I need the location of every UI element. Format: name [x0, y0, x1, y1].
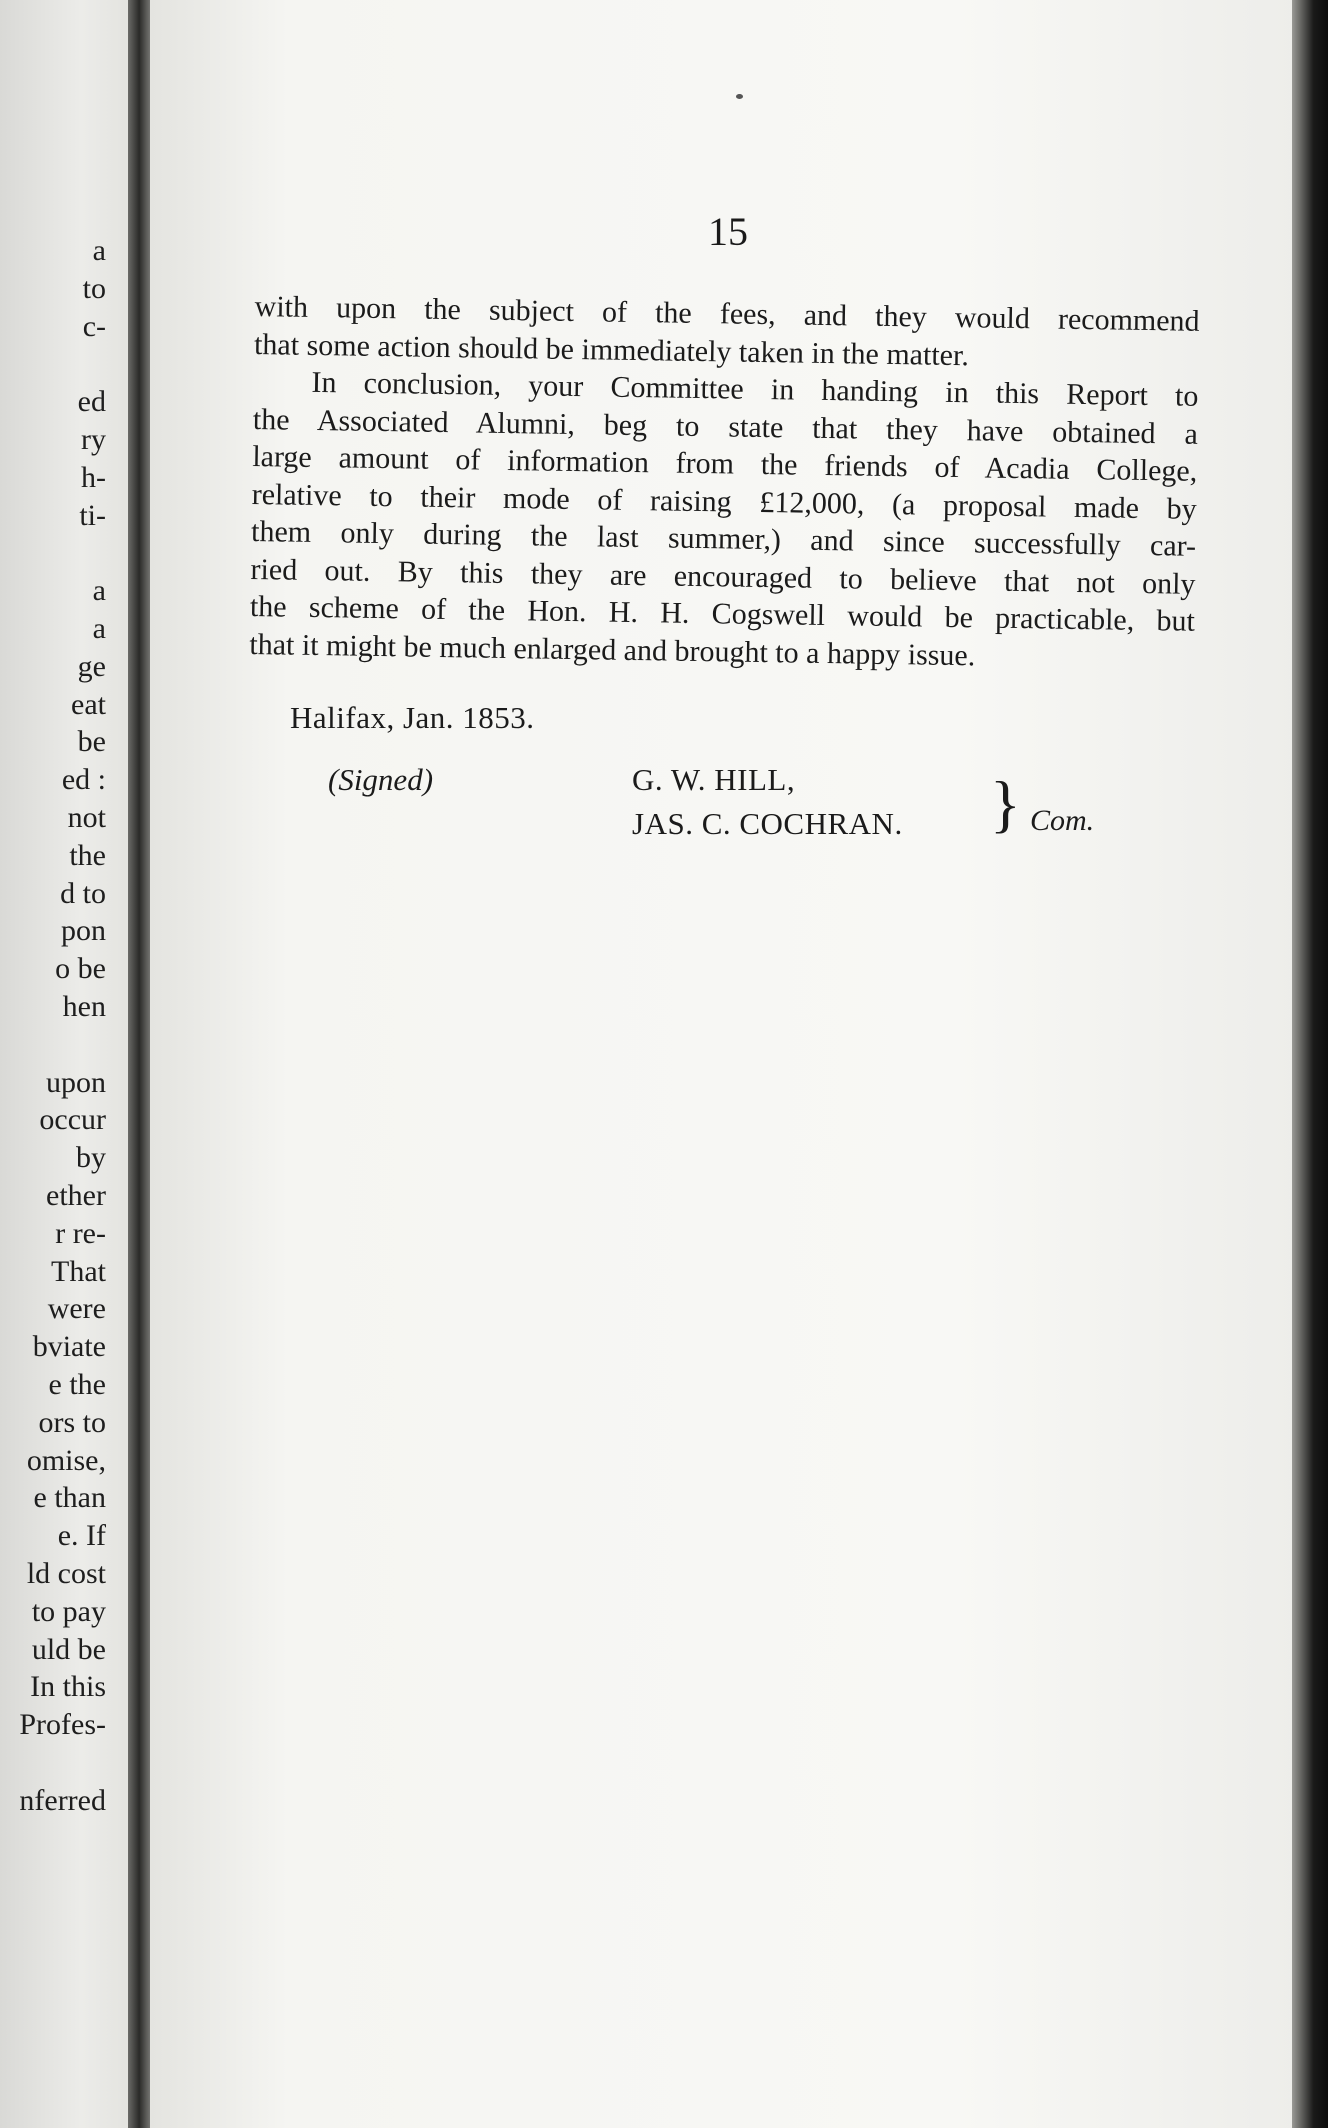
facing-page-line: bviate [32, 1330, 106, 1364]
facing-page-line: pon [61, 914, 106, 948]
text-line: large amount of information from the friends of Acadia College, [252, 439, 1198, 488]
body-paragraphs [249, 288, 1200, 678]
facing-page-line: upon [46, 1065, 106, 1099]
facing-page-line: ed : [61, 763, 106, 797]
ink-speck [736, 94, 743, 99]
facing-page-line: ors to [38, 1405, 106, 1439]
facing-page-line: h- [81, 460, 106, 494]
facing-page-line: d to [60, 876, 106, 910]
facing-page-line: ether [46, 1179, 106, 1212]
text-line: that it might be much enlarged and brought to a happy issue. [249, 627, 976, 672]
facing-page-line: hen [62, 990, 106, 1023]
facing-page-line: ti- [79, 498, 106, 532]
facing-page-line: to pay [31, 1594, 106, 1628]
facing-page-line: occur [39, 1103, 106, 1137]
facing-page-line: to [82, 271, 106, 305]
facing-page-line: c- [82, 309, 106, 343]
facing-page-line: e. If [57, 1519, 106, 1553]
text-line: them only during the last summer,) and since successfully car- [250, 514, 1197, 563]
facing-page-line: o be [55, 952, 106, 986]
facing-page-line: not [67, 801, 106, 834]
committee-label: Com. [1030, 804, 1095, 837]
facing-page-line: were [47, 1292, 106, 1326]
facing-page-line: by [76, 1141, 106, 1175]
facing-page-line: be [77, 725, 106, 759]
facing-page-line: nferred [19, 1783, 106, 1817]
text-line: In conclusion, your Committee in handing in this Report to [311, 365, 1199, 413]
text-line: with upon the subject of the fees, and they would recommend [254, 289, 1200, 338]
facing-page-line: a [92, 234, 106, 267]
text-line: relative to their mode of raising £12,000, (a proposal made by [251, 477, 1197, 526]
text-line: the scheme of the Hon. H. H. Cogswell would be practicable, but [249, 589, 1196, 638]
facing-page-line: That [51, 1254, 106, 1288]
dateline: Halifax, Jan. 1853. [290, 700, 535, 735]
brace-mark: } [990, 768, 1021, 839]
text-line: that some action should be immediately taken in the matter. [253, 327, 970, 372]
facing-page-fragment [0, 0, 136, 2128]
page-number: 15 [708, 209, 748, 254]
facing-page-line: e than [33, 1481, 106, 1515]
text-line: the Associated Alumni, beg to state that they have obtained a [252, 402, 1199, 451]
facing-page-line: In this [30, 1670, 106, 1704]
facing-page-line: e the [48, 1368, 106, 1401]
facing-page-line: eat [71, 687, 106, 721]
facing-page-line: a [92, 574, 106, 608]
page-edge [1292, 0, 1328, 2128]
facing-page-line: ed [77, 385, 106, 419]
facing-page-line: Profes- [19, 1708, 106, 1742]
text-line: ried out. By this they are encouraged to believe that not only [250, 552, 1196, 601]
facing-page-line: r re- [55, 1216, 106, 1250]
facing-page-line: a [92, 612, 106, 645]
facing-page-line: uld be [31, 1632, 106, 1666]
facing-page-line: omise, [26, 1443, 106, 1477]
facing-page-line: the [69, 838, 106, 872]
facing-page-line: ge [77, 649, 106, 683]
facing-page-line: ry [81, 423, 106, 456]
signatory-name: JAS. C. COCHRAN. [632, 806, 903, 841]
signatory-name: G. W. HILL, [632, 762, 796, 797]
signed-label: (Signed) [328, 762, 434, 797]
facing-page-line: ld cost [26, 1557, 106, 1590]
